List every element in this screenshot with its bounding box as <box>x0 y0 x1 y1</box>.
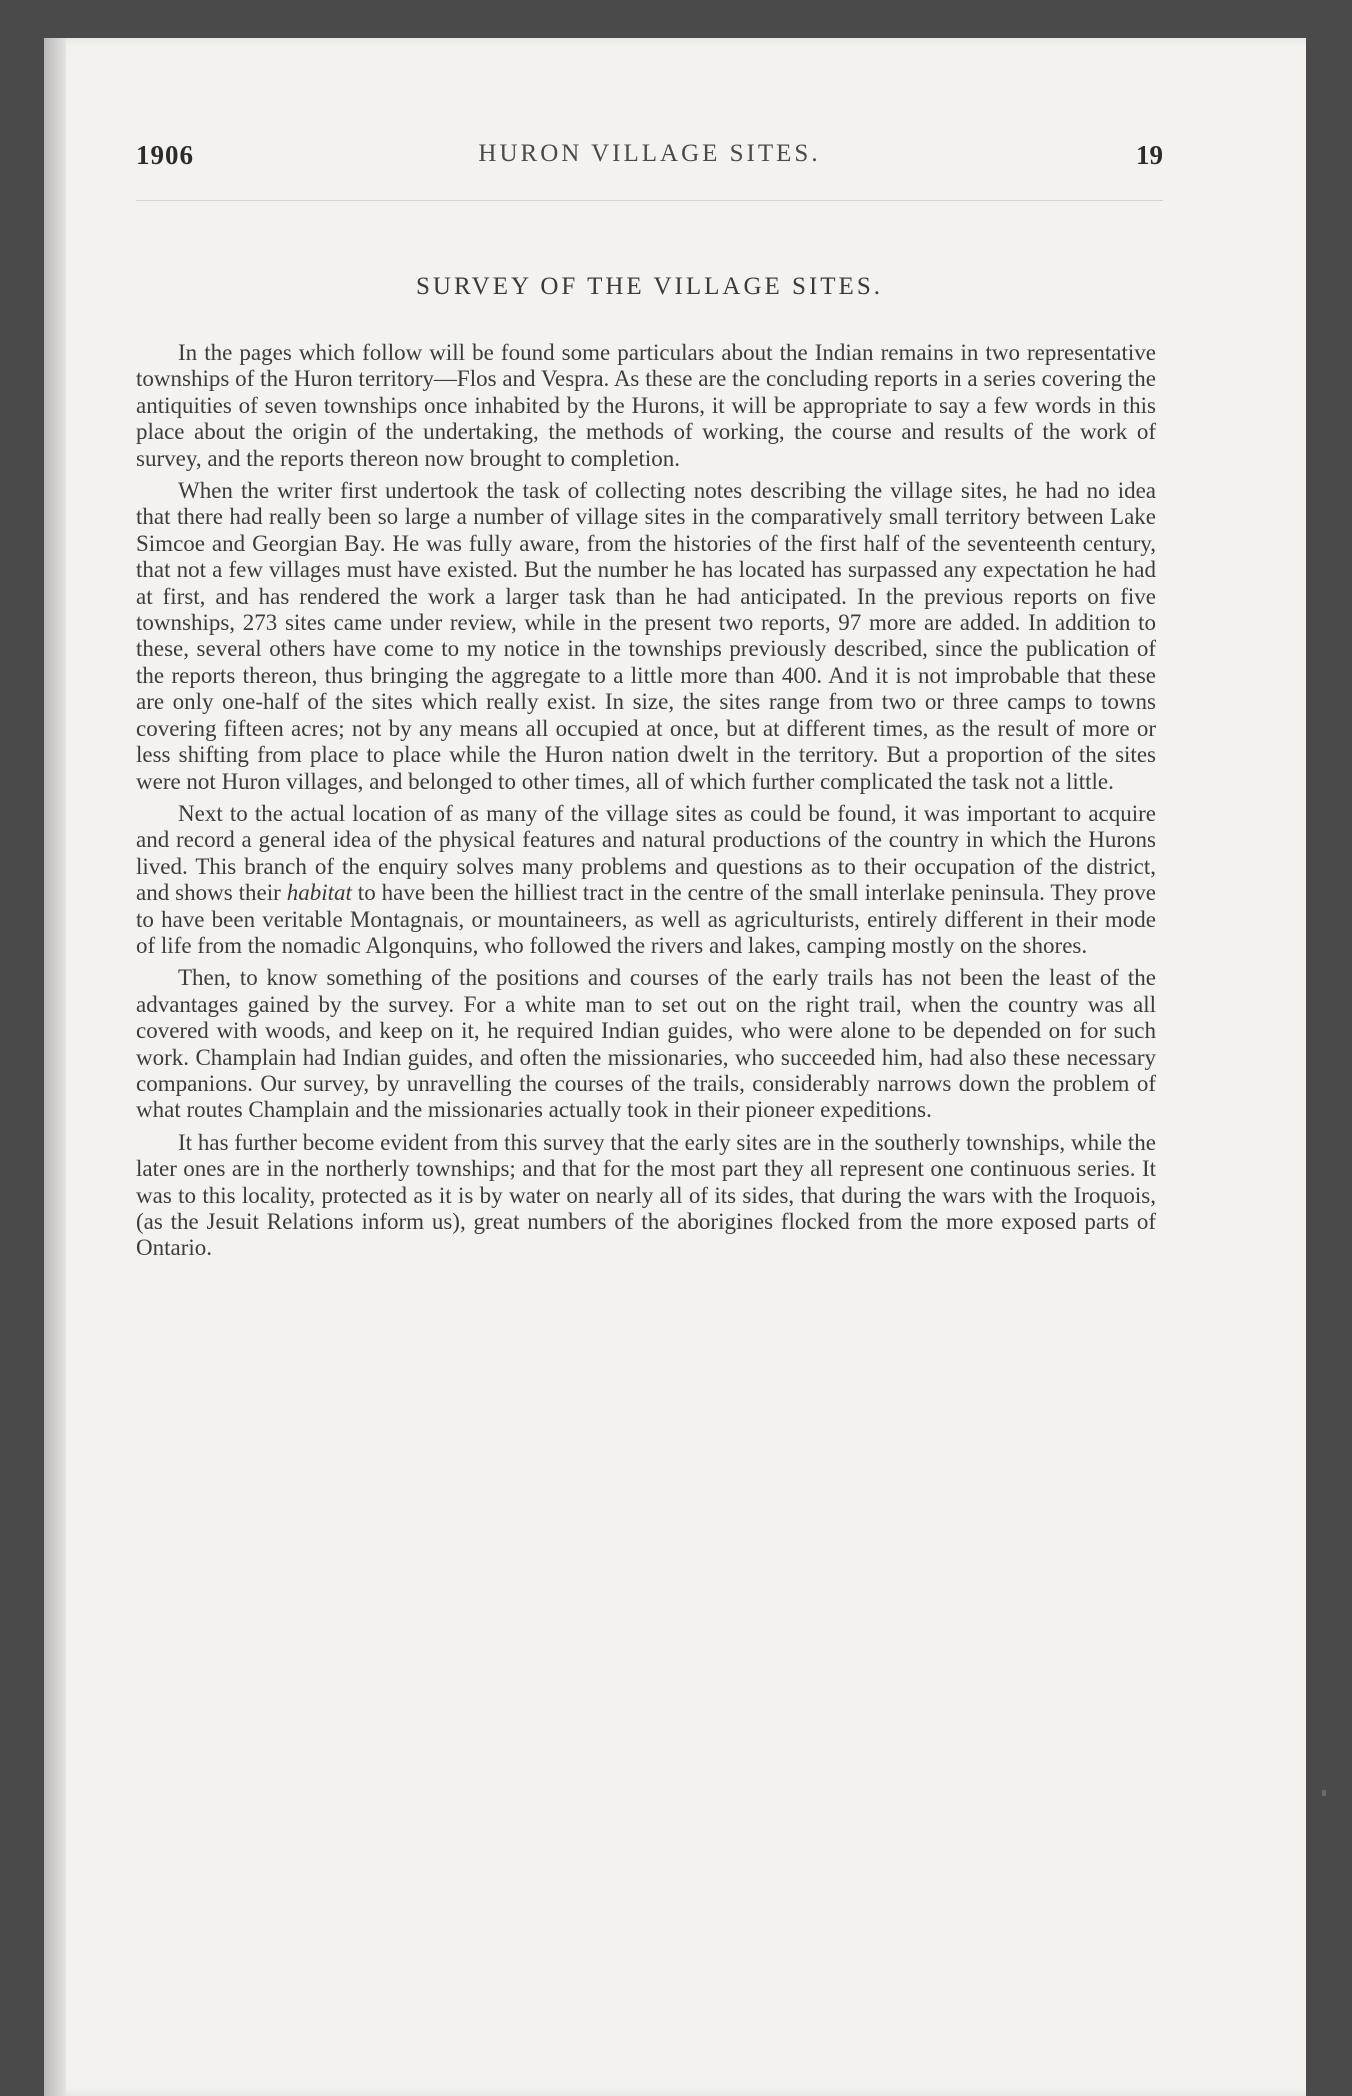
page-number: 19 <box>1136 140 1163 170</box>
paragraph-3-text-a: Next to the actual location of as many of the village sites as could be found, it was important to acquire and record a general idea of the physical features and natural productions of the country in which the Hurons lived. This branch of the enquiry solves many problems and questions as to their occupation of the district, and shows their <box>136 800 1156 906</box>
running-head-title: HURON VILLAGE SITES. <box>478 140 821 167</box>
running-head-year: 1906 <box>136 140 194 170</box>
paragraph-1: In the pages which follow will be found some particulars about the Indian remains in two representative townships of the Huron territory—Flos and Vespra. As these are the concluding reports in a series covering the antiquities of seven townships once inhabited by the Hurons, it will be appropriate to say a few words in this place about the origin of the undertaking, the methods of working, the course and results of the work of survey, and the reports thereon now brought to completion. <box>136 340 1156 471</box>
body-text <box>136 340 1156 1268</box>
paragraph-2: When the writer first undertook the task of collecting notes describing the village sites, he had no idea that there had really been so large a number of village sites in the comparatively small territory between Lake Simcoe and Georgian Bay. He was fully aware, from the histories of the first half of the seventeenth century, that not a few villages must have existed. But the number he has located has surpassed any expectation he had at first, and has rendered the work a larger task than he had anticipated. In the previous reports on five townships, 273 sites came under review, while in the present two reports, 97 more are added. In addition to these, several others have come to my notice in the townships previously described, since the publication of the reports thereon, thus bringing the aggregate to a little more than 400. And it is not improbable that these are only one-half of the sites which really exist. In size, the sites range from two or three camps to towns covering fifteen acres; not by any means all occupied at once, but at different times, as the result of more or less shifting from place to place while the Huron nation dwelt in the territory. But a proportion of the sites were not Huron villages, and belonged to other times, all of which further complicated the task not a little. <box>136 478 1156 794</box>
page-binding-shadow <box>44 38 66 2096</box>
paragraph-4: Then, to know something of the positions and courses of the early trails has not been the least of the advantages gained by the survey. For a white man to set out on the right trail, when the country was all covered with woods, and keep on it, he required Indian guides, who were alone to be depended on for such work. Champlain had Indian guides, and often the missionaries, who succeeded him, had also these necessary companions. Our survey, by unravelling the courses of the trails, considerably narrows down the problem of what routes Champlain and the missionaries actually took in their pioneer expeditions. <box>136 965 1156 1123</box>
paragraph-3-italic-habitat: habitat <box>286 880 352 906</box>
paragraph-3-text-b: to have been the hilliest tract in the centre of the small interlake peninsula. They prove to have been veritable Montagnais, or mountaineers, as well as agriculturists, entirely different in their mode of life from the nomadic Algonquins, who followed the rivers and lakes, camping mostly on the shores. <box>136 880 1156 958</box>
paragraph-5: It has further become evident from this survey that the early sites are in the southerly townships, while the later ones are in the northerly townships; and that for the most part they all represent one continuous series. It was to this locality, protected as it is by water on nearly all of its sides, that during the wars with the Iroquois, (as the Jesuit Relations inform us), great numbers of the aborigines flocked from the more exposed parts of Ontario. <box>136 1129 1156 1261</box>
scan-speck <box>1322 1790 1326 1796</box>
paragraph-3 <box>136 801 1156 959</box>
section-title: SURVEY OF THE VILLAGE SITES. <box>416 273 883 300</box>
header-rule <box>136 200 1163 201</box>
running-head <box>136 140 1163 180</box>
